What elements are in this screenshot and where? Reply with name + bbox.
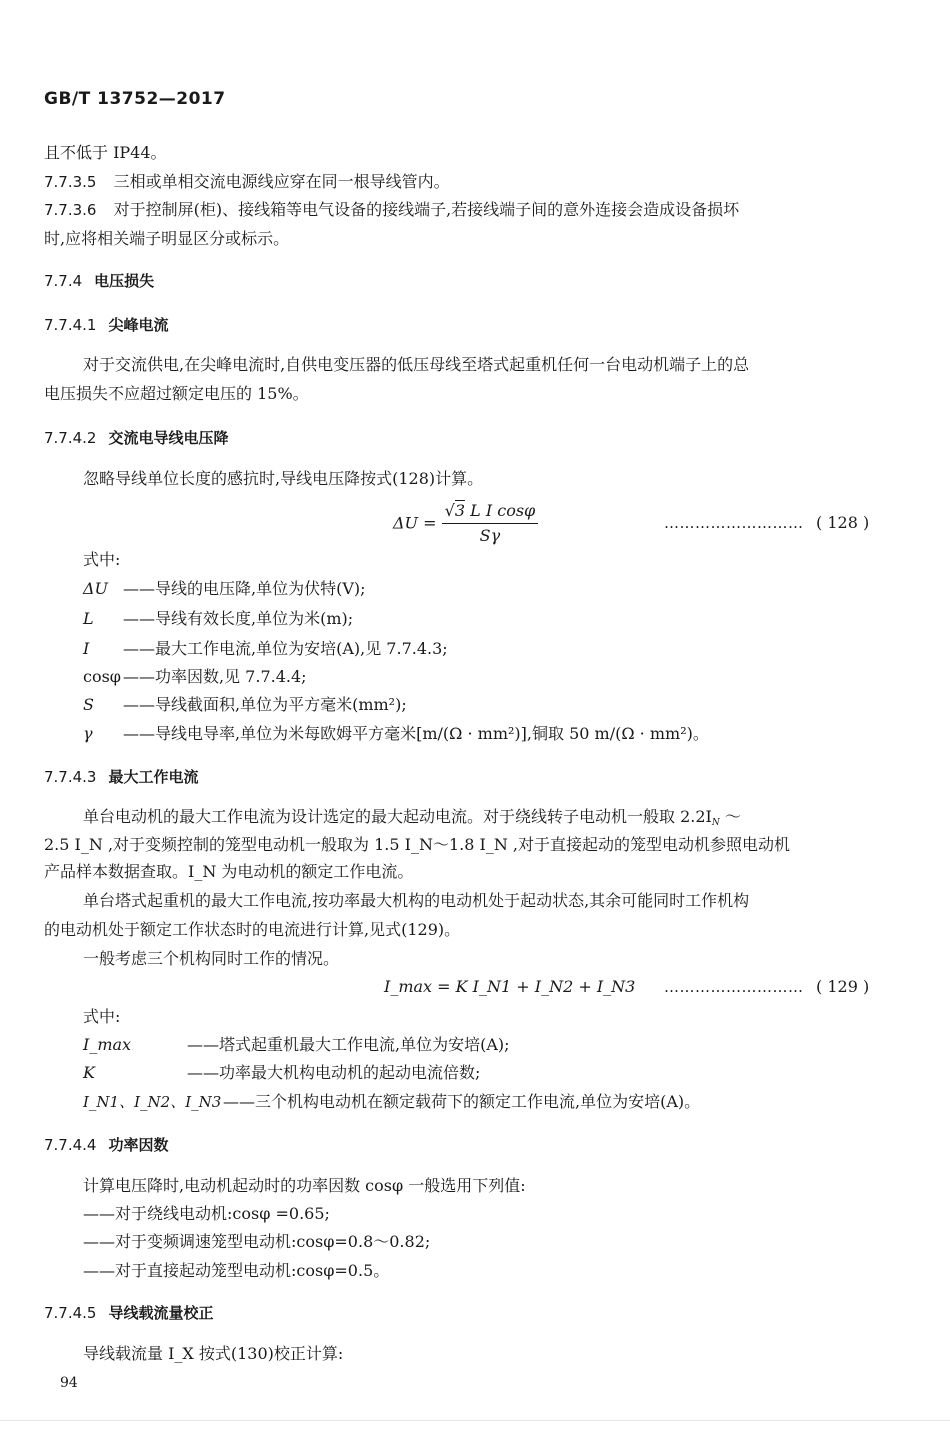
var-desc: ——功率因数,见 7.7.4.4; bbox=[123, 667, 307, 686]
paragraph-line: 单台塔式起重机的最大工作电流,按功率最大机构的电动机处于起动状态,其余可能同时工作机构 bbox=[83, 891, 750, 910]
var-desc: ——功率最大机构电动机的起动电流倍数; bbox=[187, 1063, 481, 1082]
section-title: 尖峰电流 bbox=[108, 316, 169, 334]
paragraph-line bbox=[83, 806, 741, 834]
leader-dots: ……………………… bbox=[664, 514, 804, 532]
sqrt-radicand: 3 bbox=[454, 501, 466, 520]
variable-row bbox=[83, 723, 709, 745]
page-number: 94 bbox=[60, 1375, 78, 1391]
var-symbol: K bbox=[83, 1063, 95, 1082]
var-symbol: I_max bbox=[83, 1035, 132, 1054]
section-number: 7.7.4.5 bbox=[44, 1304, 97, 1322]
section-number: 7.7.4.3 bbox=[44, 768, 97, 786]
variable-row bbox=[83, 1091, 700, 1113]
equation-number: ( 128 ) bbox=[816, 513, 870, 532]
section-heading-7741 bbox=[44, 314, 169, 335]
clause-7736 bbox=[44, 199, 874, 221]
list-item: ——对于绕线电动机:cosφ =0.65; bbox=[83, 1204, 330, 1223]
leader-dots: ……………………… bbox=[664, 978, 804, 996]
variable-row bbox=[83, 666, 307, 688]
formula-128 bbox=[393, 500, 538, 547]
text-run: ～ bbox=[719, 807, 741, 826]
clause-text-line1: 对于控制屏(柜)、接线箱等电气设备的接线端子,若接线端子间的意外连接会造成设备损坏 bbox=[113, 200, 740, 219]
section-heading-774 bbox=[44, 270, 154, 291]
variable-row bbox=[83, 1034, 510, 1056]
formula-lhs: ΔU = bbox=[393, 513, 437, 533]
section-title: 交流电导线电压降 bbox=[108, 429, 229, 447]
paragraph-line: 计算电压降时,电动机起动时的功率因数 cosφ 一般选用下列值: bbox=[83, 1176, 526, 1195]
variable-row bbox=[83, 638, 448, 660]
variable-row bbox=[83, 1062, 480, 1084]
paragraph-line: 对于交流供电,在尖峰电流时,自供电变压器的低压母线至塔式起重机任何一台电动机端子上的总 bbox=[83, 355, 750, 374]
variable-row bbox=[83, 694, 407, 716]
section-number: 7.7.4 bbox=[44, 272, 83, 290]
list-item: ——对于直接起动笼型电动机:cosφ=0.5。 bbox=[83, 1261, 390, 1280]
var-desc: ——导线的电压降,单位为伏特(V); bbox=[123, 579, 366, 598]
variable-row bbox=[83, 608, 353, 630]
paragraph-line: 导线载流量 I_X 按式(130)校正计算: bbox=[83, 1344, 344, 1363]
paragraph-line: 2.5 I_N ,对于变频控制的笼型电动机一般取为 1.5 I_N～1.8 I_N ,对于直接起动的笼型电动机参照电动机 bbox=[44, 835, 790, 854]
paragraph-line: 一般考虑三个机构同时工作的情况。 bbox=[83, 949, 340, 968]
paragraph-line: 的电动机处于额定工作状态时的电流进行计算,见式(129)。 bbox=[44, 920, 461, 939]
section-heading-7745 bbox=[44, 1302, 214, 1323]
var-symbol: L bbox=[83, 609, 94, 628]
numerator: L I cosφ bbox=[470, 501, 536, 520]
section-number: 7.7.4.4 bbox=[44, 1136, 97, 1154]
var-symbol: I_N1、I_N2、I_N3 bbox=[83, 1093, 222, 1111]
section-title: 导线载流量校正 bbox=[108, 1304, 214, 1322]
clause-7736-line2: 时,应将相关端子明显区分或标示。 bbox=[44, 229, 290, 248]
sqrt-symbol: √ bbox=[444, 501, 455, 520]
standard-code-header: GB/T 13752—2017 bbox=[44, 89, 226, 109]
var-symbol: S bbox=[83, 695, 94, 714]
var-desc: ——导线截面积,单位为平方毫米(mm²); bbox=[123, 695, 407, 714]
section-title: 功率因数 bbox=[108, 1136, 169, 1154]
section-heading-7742 bbox=[44, 427, 229, 448]
subscript: N bbox=[711, 818, 720, 828]
clause-number: 7.7.3.5 bbox=[44, 173, 97, 191]
paragraph-line: 忽略导线单位长度的感抗时,导线电压降按式(128)计算。 bbox=[83, 469, 484, 488]
where-label: 式中: bbox=[83, 1007, 121, 1026]
page-edge-shadow bbox=[0, 1420, 950, 1421]
section-title: 电压损失 bbox=[94, 272, 155, 290]
formula-fraction bbox=[442, 500, 539, 547]
clause-7735 bbox=[44, 171, 450, 193]
var-desc: ——塔式起重机最大工作电流,单位为安培(A); bbox=[187, 1035, 510, 1054]
var-desc: ——三个机构电动机在额定载荷下的额定工作电流,单位为安培(A)。 bbox=[223, 1092, 701, 1111]
formula-129: I_max = K I_N1 + I_N2 + I_N3 bbox=[384, 977, 636, 996]
var-symbol: γ bbox=[83, 724, 93, 743]
clause-number: 7.7.3.6 bbox=[44, 201, 97, 219]
var-desc: ——导线电导率,单位为米每欧姆平方毫米[m/(Ω · mm²)],铜取 50 m/(Ω · mm²)。 bbox=[123, 724, 709, 743]
var-desc: ——最大工作电流,单位为安培(A),见 7.7.4.3; bbox=[123, 639, 448, 658]
equation-number: ( 129 ) bbox=[816, 977, 870, 996]
var-symbol: cosφ bbox=[83, 667, 122, 686]
section-heading-7743 bbox=[44, 766, 199, 787]
var-symbol: ΔU bbox=[83, 579, 109, 598]
section-title: 最大工作电流 bbox=[108, 768, 199, 786]
text-run: 单台电动机的最大工作电流为设计选定的最大起动电流。对于绕线转子电动机一般取 2.2I bbox=[83, 807, 712, 826]
section-heading-7744 bbox=[44, 1134, 169, 1155]
var-desc: ——导线有效长度,单位为米(m); bbox=[123, 609, 354, 628]
denominator: Sγ bbox=[479, 526, 501, 545]
where-label: 式中: bbox=[83, 550, 121, 569]
paragraph-continued: 且不低于 IP44。 bbox=[44, 143, 167, 162]
section-number: 7.7.4.2 bbox=[44, 429, 97, 447]
paragraph-line: 电压损失不应超过额定电压的 15%。 bbox=[44, 384, 309, 403]
var-symbol: I bbox=[83, 639, 90, 658]
paragraph-line: 产品样本数据查取。I_N 为电动机的额定工作电流。 bbox=[44, 862, 414, 881]
clause-text: 三相或单相交流电源线应穿在同一根导线管内。 bbox=[113, 172, 450, 191]
list-item: ——对于变频调速笼型电动机:cosφ=0.8～0.82; bbox=[83, 1232, 431, 1251]
variable-row bbox=[83, 578, 366, 600]
section-number: 7.7.4.1 bbox=[44, 316, 97, 334]
